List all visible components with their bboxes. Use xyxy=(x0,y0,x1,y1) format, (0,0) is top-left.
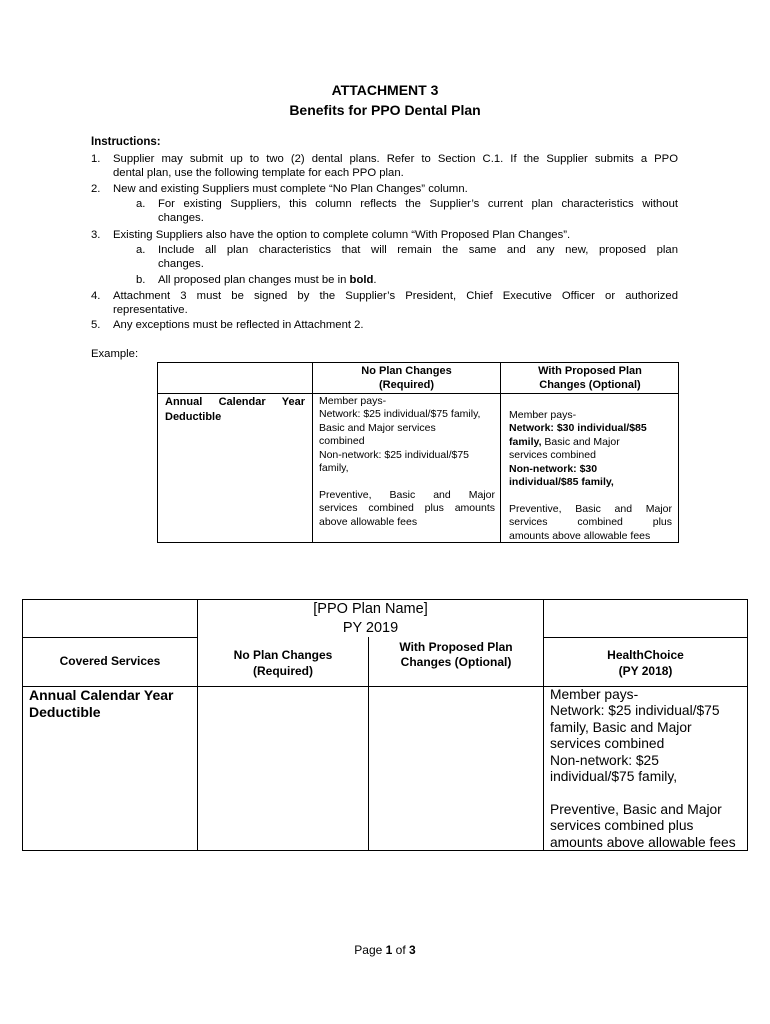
plan-row-label xyxy=(29,687,194,721)
header-line: No Plan Changes xyxy=(361,365,452,377)
value-line xyxy=(550,785,746,801)
value-line: services combined plus amounts xyxy=(319,502,495,515)
row-label-line: Annual Calendar Year xyxy=(165,396,305,408)
value-line: Preventive, Basic and Major xyxy=(319,488,495,501)
plan-table xyxy=(22,599,748,851)
list-item-text: representative. xyxy=(113,304,188,316)
list-item-text: changes. xyxy=(158,212,204,224)
list-item-text: changes. xyxy=(158,258,204,270)
value-line: Non-network: $25 xyxy=(550,752,659,768)
value-line: combined xyxy=(319,435,365,448)
no-changes-header xyxy=(198,647,368,679)
list-number: 5. xyxy=(91,319,101,331)
value-line: Network: $25 individual/$75 xyxy=(550,703,720,719)
list-number: a. xyxy=(136,198,146,210)
instructions-heading: Instructions: xyxy=(91,136,161,148)
plan-year: PY 2019 xyxy=(342,620,399,636)
bold-word: bold xyxy=(349,274,374,286)
header-line: With Proposed Plan xyxy=(538,365,642,377)
row-label-line: Annual Calendar Year xyxy=(29,687,174,703)
value-line: Preventive, Basic and Major xyxy=(509,502,672,515)
value-line-bold: Network: $30 individual/$85 xyxy=(509,422,647,435)
header-line: Changes (Optional) xyxy=(539,379,641,391)
list-item-text: Attachment 3 must be signed by the Supplier’s President, Chief Executive Officer or authorized xyxy=(113,290,678,302)
value-line: above allowable fees xyxy=(319,515,418,528)
list-item-text-part: All proposed plan changes must be in xyxy=(158,274,350,286)
value-line: Network: $25 individual/$75 family, xyxy=(319,408,481,421)
example-row-label xyxy=(165,395,305,425)
list-number: 1. xyxy=(91,153,101,165)
value-line-part: Basic and Major xyxy=(541,435,620,448)
list-number: a. xyxy=(136,244,146,256)
value-line-bold: family, xyxy=(509,435,542,448)
value-line xyxy=(509,489,672,502)
plan-name-header xyxy=(198,600,543,638)
list-number: 4. xyxy=(91,290,101,302)
example-with-changes-value xyxy=(509,409,672,543)
header-line: Changes (Optional) xyxy=(400,655,512,669)
value-line: Non-network: $25 individual/$75 xyxy=(319,448,470,461)
value-line: Basic and Major services xyxy=(319,421,436,434)
list-item-text: Include all plan characteristics that will remain the same and any new, proposed plan xyxy=(158,244,678,256)
list-item-text: dental plan, use the following template for each PPO plan. xyxy=(113,167,404,179)
page-footer xyxy=(0,943,770,957)
value-line: family, xyxy=(319,462,349,475)
list-item-text: Supplier may submit up to two (2) dental plans. Refer to Section C.1. If the Supplier submits a PPO xyxy=(113,153,678,165)
list-item-text xyxy=(158,273,377,287)
value-line: Member pays- xyxy=(319,395,387,407)
value-line: individual/$75 family, xyxy=(550,769,678,785)
value-line-bold: Non-network: $30 xyxy=(509,462,598,475)
with-changes-header xyxy=(369,640,543,670)
list-number: 3. xyxy=(91,229,101,241)
value-line: amounts above allowable fees xyxy=(550,834,736,850)
example-header-no-changes xyxy=(313,364,500,392)
value-line: family, Basic and Major xyxy=(550,719,692,735)
value-line: Preventive, Basic and Major xyxy=(550,801,722,817)
page-number: 1 xyxy=(385,943,393,957)
row-divider xyxy=(158,393,678,394)
row-divider xyxy=(23,637,197,638)
list-number: 2. xyxy=(91,183,101,195)
list-number: b. xyxy=(136,274,146,286)
value-line: services combined plus xyxy=(550,818,694,834)
value-line: Member pays- xyxy=(509,409,577,421)
header-line: No Plan Changes xyxy=(233,648,333,662)
header-line: (PY 2018) xyxy=(618,664,673,678)
example-table xyxy=(157,362,679,543)
document-title: ATTACHMENT 3 xyxy=(331,82,439,98)
list-item-text: New and existing Suppliers must complete “No Plan Changes” column. xyxy=(113,183,468,195)
header-line: (Required) xyxy=(379,379,434,391)
header-line: (Required) xyxy=(253,664,313,678)
covered-services-header: Covered Services xyxy=(59,654,161,668)
healthchoice-value xyxy=(550,687,746,851)
plan-name: [PPO Plan Name] xyxy=(313,601,428,617)
of-word: of xyxy=(395,943,406,957)
row-label-line: Deductible xyxy=(165,411,222,423)
value-line: amounts above allowable fees xyxy=(509,529,651,542)
value-line xyxy=(319,475,495,488)
healthchoice-header xyxy=(544,647,747,679)
list-item-text-part: . xyxy=(373,274,377,286)
page-total: 3 xyxy=(409,943,416,957)
example-header-with-changes xyxy=(501,364,679,392)
row-divider xyxy=(543,637,747,638)
header-line: HealthChoice xyxy=(607,648,684,662)
header-line: With Proposed Plan xyxy=(399,640,513,654)
example-label: Example: xyxy=(91,348,139,360)
value-line xyxy=(509,436,672,449)
value-line: services combined plus xyxy=(509,516,672,529)
value-line: services combined xyxy=(509,449,596,462)
list-item-text: For existing Suppliers, this column reflects the Supplier’s current plan characteristics without xyxy=(158,198,678,210)
value-line-bold: individual/$85 family, xyxy=(509,476,614,489)
value-line: Member pays- xyxy=(550,687,639,702)
page-word: Page xyxy=(354,943,383,957)
list-item-text: Existing Suppliers also have the option to complete column “With Proposed Plan Changes”. xyxy=(113,229,571,241)
example-no-changes-value xyxy=(319,395,495,529)
document-subtitle: Benefits for PPO Dental Plan xyxy=(289,102,481,118)
list-item-text: Any exceptions must be reflected in Attachment 2. xyxy=(113,319,364,331)
row-label-line: Deductible xyxy=(29,704,101,720)
value-line: services combined xyxy=(550,736,665,752)
